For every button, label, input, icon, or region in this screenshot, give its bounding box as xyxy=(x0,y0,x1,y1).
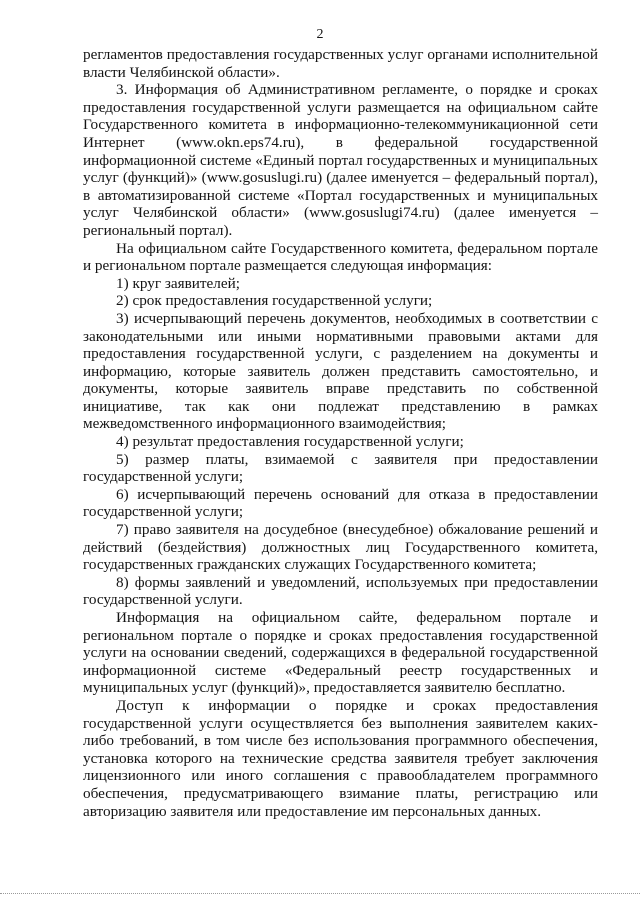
list-item-3: 3) исчерпывающий перечень документов, необходимых в соответствии с законодательными или иными нормативными правовыми актами для предоставления государственной услуги, с разделением на документы и информацию, которые заявитель должен представить самостоятельно, и документы, которые заявитель вправе представить по собственной инициативе, так как они подлежат представлению в рамках межведомственного информационного взаимодействия; xyxy=(83,309,598,433)
paragraph-item-3-information: 3. Информация об Административном регламенте, о порядке и сроках предоставления государственной услуги размещается на официальном сайте Государственного комитета в информационно-телекоммуникационной сети Интернет (www.okn.eps74.ru), в федеральной государственной информационной системе «Единый портал государственных и муниципальных услуг (функций)» (www.gosuslugi.ru) (далее именуется – федеральный портал), в автоматизированной системе «Портал государственных и муниципальных услуг Челябинской области» (www.gosuslugi74.ru) (далее именуется – региональный портал). xyxy=(83,81,598,239)
list-item-5: 5) размер платы, взимаемой с заявителя при предоставлении государственной услуги; xyxy=(83,450,598,486)
list-item-6: 6) исчерпывающий перечень оснований для отказа в предоставлении государственной услуги; xyxy=(83,485,598,521)
list-item-8: 8) формы заявлений и уведомлений, используемых при предоставлении государственной услуги. xyxy=(83,573,598,609)
paragraph-access-information: Доступ к информации о порядке и сроках предоставления государственной услуги осуществляется без выполнения заявителем каких-либо требований, в том числе без использования программного обеспечения, установка которого на технические средства заявителя требует заключения лицензионного или иного соглашения с правообладателем программного обеспечения, предусматривающего взимание платы, регистрацию или авторизацию заявителя или предоставление им персональных данных. xyxy=(83,696,598,820)
page-number: 2 xyxy=(316,27,324,42)
list-item-2: 2) срок предоставления государственной услуги; xyxy=(116,292,433,310)
paragraph-free-information: Информация на официальном сайте, федеральном портале и региональном портале о порядке и сроках предоставления государственной услуги на основании сведений, содержащихся в федеральной государственной информационной системе «Федеральный реестр государственных и муниципальных услуг (функций)», предоставляется заявителю бесплатно. xyxy=(83,609,598,697)
list-item-1: 1) круг заявителей; xyxy=(116,274,240,292)
document-body xyxy=(83,46,598,820)
scan-edge-divider xyxy=(0,893,640,894)
paragraph-published-information: На официальном сайте Государственного комитета, федеральном портале и региональном портале размещается следующая информация: xyxy=(83,239,598,275)
list-item-7: 7) право заявителя на досудебное (внесудебное) обжалование решений и действий (бездействия) должностных лиц Государственного комитета, государственных гражданских служащих Государственного комитета; xyxy=(83,521,598,574)
list-item-4: 4) результат предоставления государственной услуги; xyxy=(116,433,464,451)
paragraph-continuation: регламентов предоставления государственных услуг органами исполнительной власти Челябинской области». xyxy=(83,46,598,81)
